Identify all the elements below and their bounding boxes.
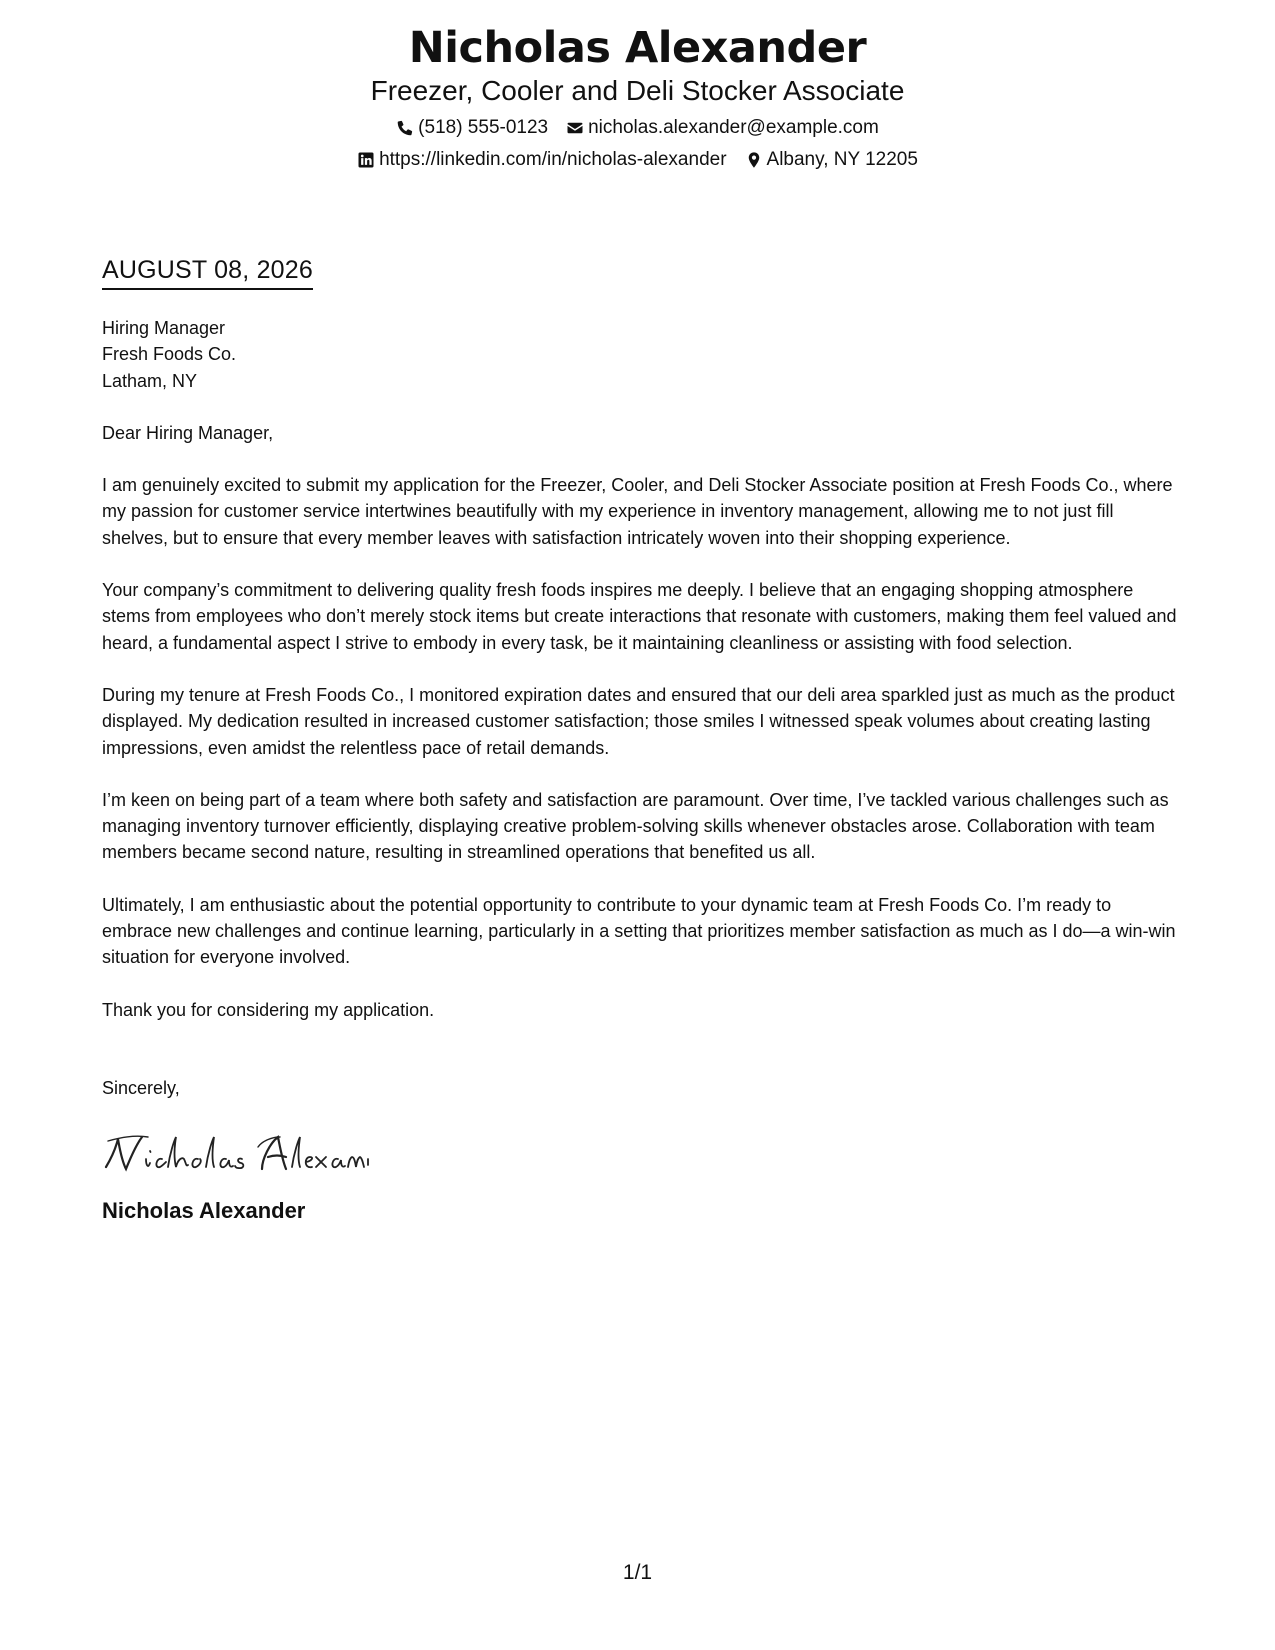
paragraph: Ultimately, I am enthusiastic about the potential opportunity to contribute to your dynamic team at Fresh Foods Co. I’m ready to embrace new challenges and continue learning, particularly in a setting that prioritizes member satisfaction as much as I do—a win-win situation for everyone involved. (102, 894, 1176, 968)
applicant-title: Freezer, Cooler and Deli Stocker Associate (370, 75, 905, 106)
phone-icon (396, 119, 414, 137)
letter-header (0, 22, 1275, 172)
contact-location (745, 148, 918, 172)
contact-linkedin (357, 148, 726, 172)
linkedin-icon (357, 151, 375, 169)
salutation: Dear Hiring Manager, (102, 422, 274, 443)
signoff: Sincerely, (102, 1077, 180, 1098)
contact-row-secondary (0, 148, 1275, 172)
contact-row-primary (0, 116, 1275, 140)
linkedin-text[interactable]: https://linkedin.com/in/nicholas-alexander (379, 149, 727, 170)
paragraph: During my tenure at Fresh Foods Co., I monitored expiration dates and ensured that our deli area sparkled just as much as the product displayed. My dedication resulted in increased customer satisfaction; those smiles I witnessed speak volumes about creating lasting impressions, even amidst the relentless pace of retail demands. (102, 684, 1175, 758)
recipient-block (102, 315, 1177, 394)
recipient-role: Hiring Manager (102, 318, 226, 338)
contact-email (566, 116, 879, 140)
map-pin-icon (745, 151, 763, 169)
contact-phone (396, 116, 548, 140)
envelope-icon (566, 119, 584, 137)
closing-thanks: Thank you for considering my application. (102, 999, 435, 1020)
signer-name: Nicholas Alexander (102, 1198, 306, 1224)
applicant-name: Nicholas Alexander (408, 23, 867, 73)
letter-body (102, 315, 1177, 1225)
paragraph: I am genuinely excited to submit my application for the Freezer, Cooler, and Deli Stocker Associate position at Fresh Foods Co., where my passion for customer service intertwines beautifully with my experience in inventory management, allowing me to not just fill shelves, but to ensure that every member leaves with satisfaction intricately woven into their shopping experience. (102, 475, 1173, 548)
email-text[interactable]: nicholas.alexander@example.com (588, 117, 879, 138)
phone-text[interactable]: (518) 555-0123 (418, 117, 549, 138)
location-text: Albany, NY 12205 (766, 149, 918, 170)
recipient-company: Fresh Foods Co. (102, 344, 237, 365)
letter-date: AUGUST 08, 2026 (102, 254, 313, 290)
paragraph: I’m keen on being part of a team where both safety and satisfaction are paramount. Over time, I’ve tackled various challenges such as managing inventory turnover efficiently, displaying creative problem-solving skills whenever obstacles arose. Collaboration with team members became second nature, resulting in streamlined operations that benefited us all. (102, 789, 1169, 863)
paragraph: Your company’s commitment to delivering quality fresh foods inspires me deeply. I believe that an engaging shopping atmosphere stems from employees who don’t merely stock items but create interactions that resonate with customers, making them feel valued and heard, a fundamental aspect I strive to embody in every task, be it maintaining cleanliness or assisting with food selection. (102, 580, 1177, 653)
handwritten-signature (102, 1129, 1177, 1181)
page-number: 1/1 (622, 1561, 653, 1584)
recipient-city: Latham, NY (102, 370, 198, 391)
